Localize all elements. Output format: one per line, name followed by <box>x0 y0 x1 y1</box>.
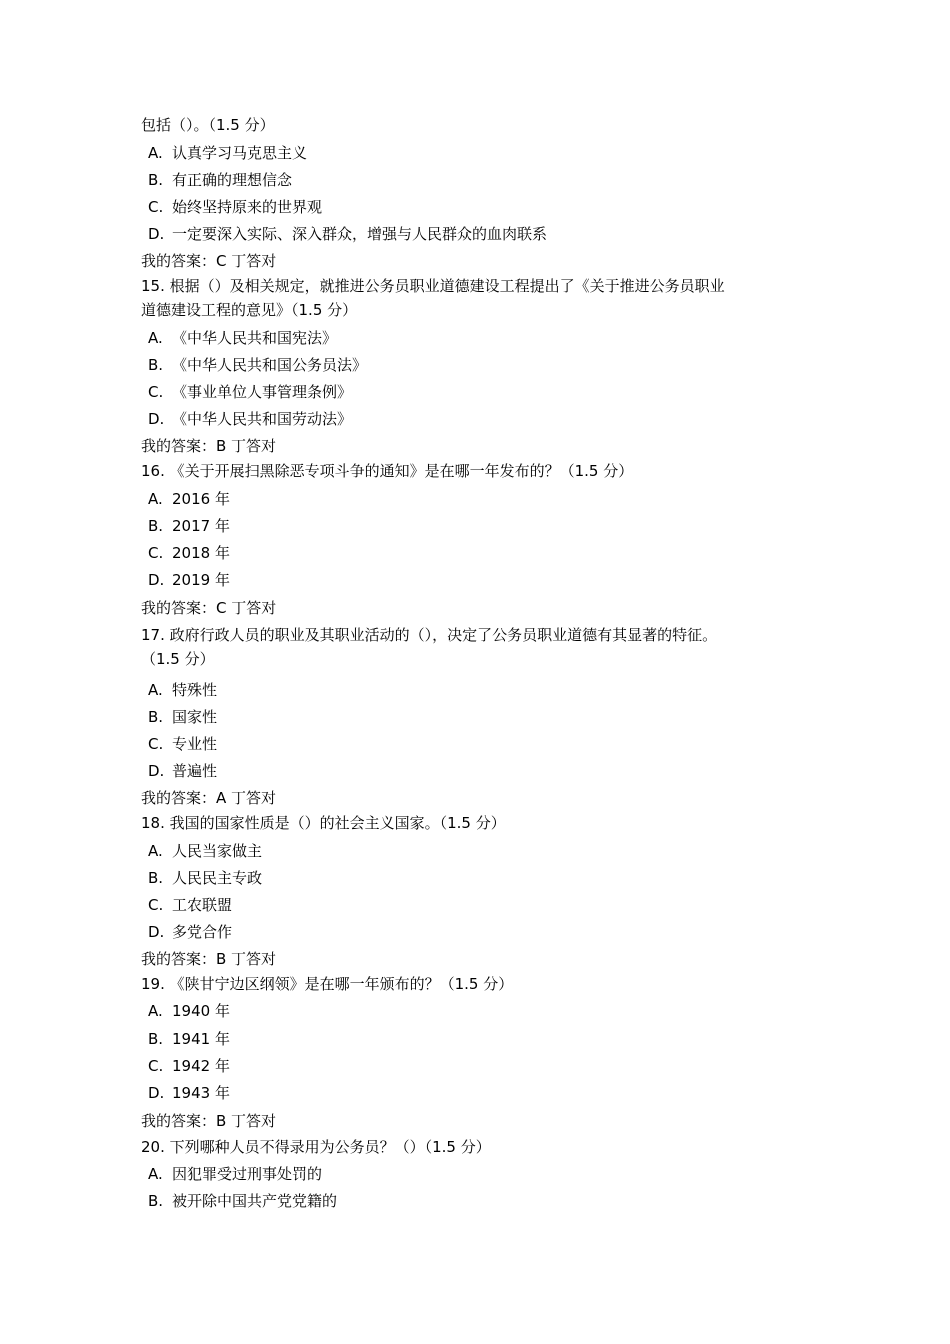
option-item <box>148 327 337 349</box>
question-stem: （1.5 分） <box>141 650 215 668</box>
my-answer: 我的答案：B 丁答对 <box>141 1112 277 1130</box>
option-letter: D. <box>148 1084 165 1102</box>
option-letter: B. <box>148 1192 164 1210</box>
option-item <box>148 921 232 943</box>
option-item <box>148 1055 230 1077</box>
option-letter: D. <box>148 410 165 428</box>
my-answer: 我的答案：C 丁答对 <box>141 252 277 270</box>
option-letter: C. <box>148 544 164 562</box>
option-letter: A. <box>148 1002 163 1020</box>
question-stem: 15. 根据（）及相关规定，就推进公务员职业道德建设工程提出了《关于推进公务员职业 <box>141 277 725 295</box>
option-item <box>148 142 307 164</box>
option-text: 始终坚持原来的世界观 <box>172 198 323 216</box>
question-stem: 包括（）。（1.5 分） <box>141 116 275 134</box>
question-stem: 17. 政府行政人员的职业及其职业活动的（），决定了公务员职业道德有其显著的特征。 <box>141 626 718 644</box>
option-text: 一定要深入实际、深入群众，增强与人民群众的血肉联系 <box>172 225 548 243</box>
option-text: 因犯罪受过刑事处罚的 <box>172 1165 323 1183</box>
option-text: 2018 年 <box>172 544 230 562</box>
option-letter: C. <box>148 198 164 216</box>
option-item <box>148 354 367 376</box>
option-text: 国家性 <box>172 708 218 726</box>
question-stem: 20. 下列哪种人员不得录用为公务员？（）（1.5 分） <box>141 1138 491 1156</box>
option-letter: C. <box>148 735 164 753</box>
option-letter: C. <box>148 383 164 401</box>
option-item <box>148 1082 230 1104</box>
option-text: 2019 年 <box>172 571 230 589</box>
option-text: 特殊性 <box>172 681 218 699</box>
option-item <box>148 169 292 191</box>
option-text: 2016 年 <box>172 490 230 508</box>
option-item <box>148 408 352 430</box>
my-answer: 我的答案：C 丁答对 <box>141 599 277 617</box>
option-letter: B. <box>148 171 164 189</box>
option-text: 《中华人民共和国劳动法》 <box>172 410 353 428</box>
option-letter: C. <box>148 896 164 914</box>
option-text: 人民当家做主 <box>172 842 263 860</box>
option-text: 1941 年 <box>172 1030 230 1048</box>
option-letter: A. <box>148 681 163 699</box>
option-item <box>148 760 217 782</box>
option-text: 《中华人民共和国公务员法》 <box>172 356 368 374</box>
option-text: 工农联盟 <box>172 896 233 914</box>
option-text: 1943 年 <box>172 1084 230 1102</box>
option-text: 有正确的理想信念 <box>172 171 293 189</box>
option-text: 1940 年 <box>172 1002 230 1020</box>
option-letter: B. <box>148 356 164 374</box>
my-answer: 我的答案：B 丁答对 <box>141 437 277 455</box>
option-item <box>148 733 217 755</box>
option-item <box>148 1190 337 1212</box>
option-letter: B. <box>148 517 164 535</box>
option-item <box>148 867 262 889</box>
option-text: 《中华人民共和国宪法》 <box>172 329 338 347</box>
option-item <box>148 1028 230 1050</box>
option-text: 1942 年 <box>172 1057 230 1075</box>
option-letter: A. <box>148 490 163 508</box>
option-letter: D. <box>148 762 165 780</box>
option-letter: A. <box>148 329 163 347</box>
option-item <box>148 894 232 916</box>
option-letter: C. <box>148 1057 164 1075</box>
option-item <box>148 706 217 728</box>
option-letter: A. <box>148 842 163 860</box>
option-item <box>148 1163 322 1185</box>
option-letter: B. <box>148 869 164 887</box>
option-item <box>148 515 230 537</box>
option-text: 专业性 <box>172 735 218 753</box>
option-text: 被开除中国共产党党籍的 <box>172 1192 338 1210</box>
question-stem: 19. 《陕甘宁边区纲领》是在哪一年颁布的？（1.5 分） <box>141 975 514 993</box>
option-item <box>148 1000 230 1022</box>
option-text: 《事业单位人事管理条例》 <box>172 383 353 401</box>
my-answer: 我的答案：B 丁答对 <box>141 950 277 968</box>
option-item <box>148 223 547 245</box>
question-stem: 16. 《关于开展扫黑除恶专项斗争的通知》是在哪一年发布的？（1.5 分） <box>141 462 634 480</box>
option-item <box>148 679 217 701</box>
option-letter: B. <box>148 1030 164 1048</box>
option-text: 认真学习马克思主义 <box>172 144 308 162</box>
option-letter: A. <box>148 1165 163 1183</box>
option-letter: A. <box>148 144 163 162</box>
question-stem: 18. 我国的国家性质是（）的社会主义国家。（1.5 分） <box>141 814 506 832</box>
option-text: 普遍性 <box>172 762 218 780</box>
option-letter: D. <box>148 571 165 589</box>
option-text: 人民民主专政 <box>172 869 263 887</box>
option-text: 多党合作 <box>172 923 233 941</box>
option-letter: D. <box>148 923 165 941</box>
option-item <box>148 569 230 591</box>
option-item <box>148 542 230 564</box>
option-item <box>148 840 262 862</box>
question-stem: 道德建设工程的意见》（1.5 分） <box>141 301 358 319</box>
option-item <box>148 381 352 403</box>
option-letter: B. <box>148 708 164 726</box>
option-item <box>148 488 230 510</box>
option-letter: D. <box>148 225 165 243</box>
option-item <box>148 196 322 218</box>
option-text: 2017 年 <box>172 517 230 535</box>
my-answer: 我的答案：A 丁答对 <box>141 789 277 807</box>
